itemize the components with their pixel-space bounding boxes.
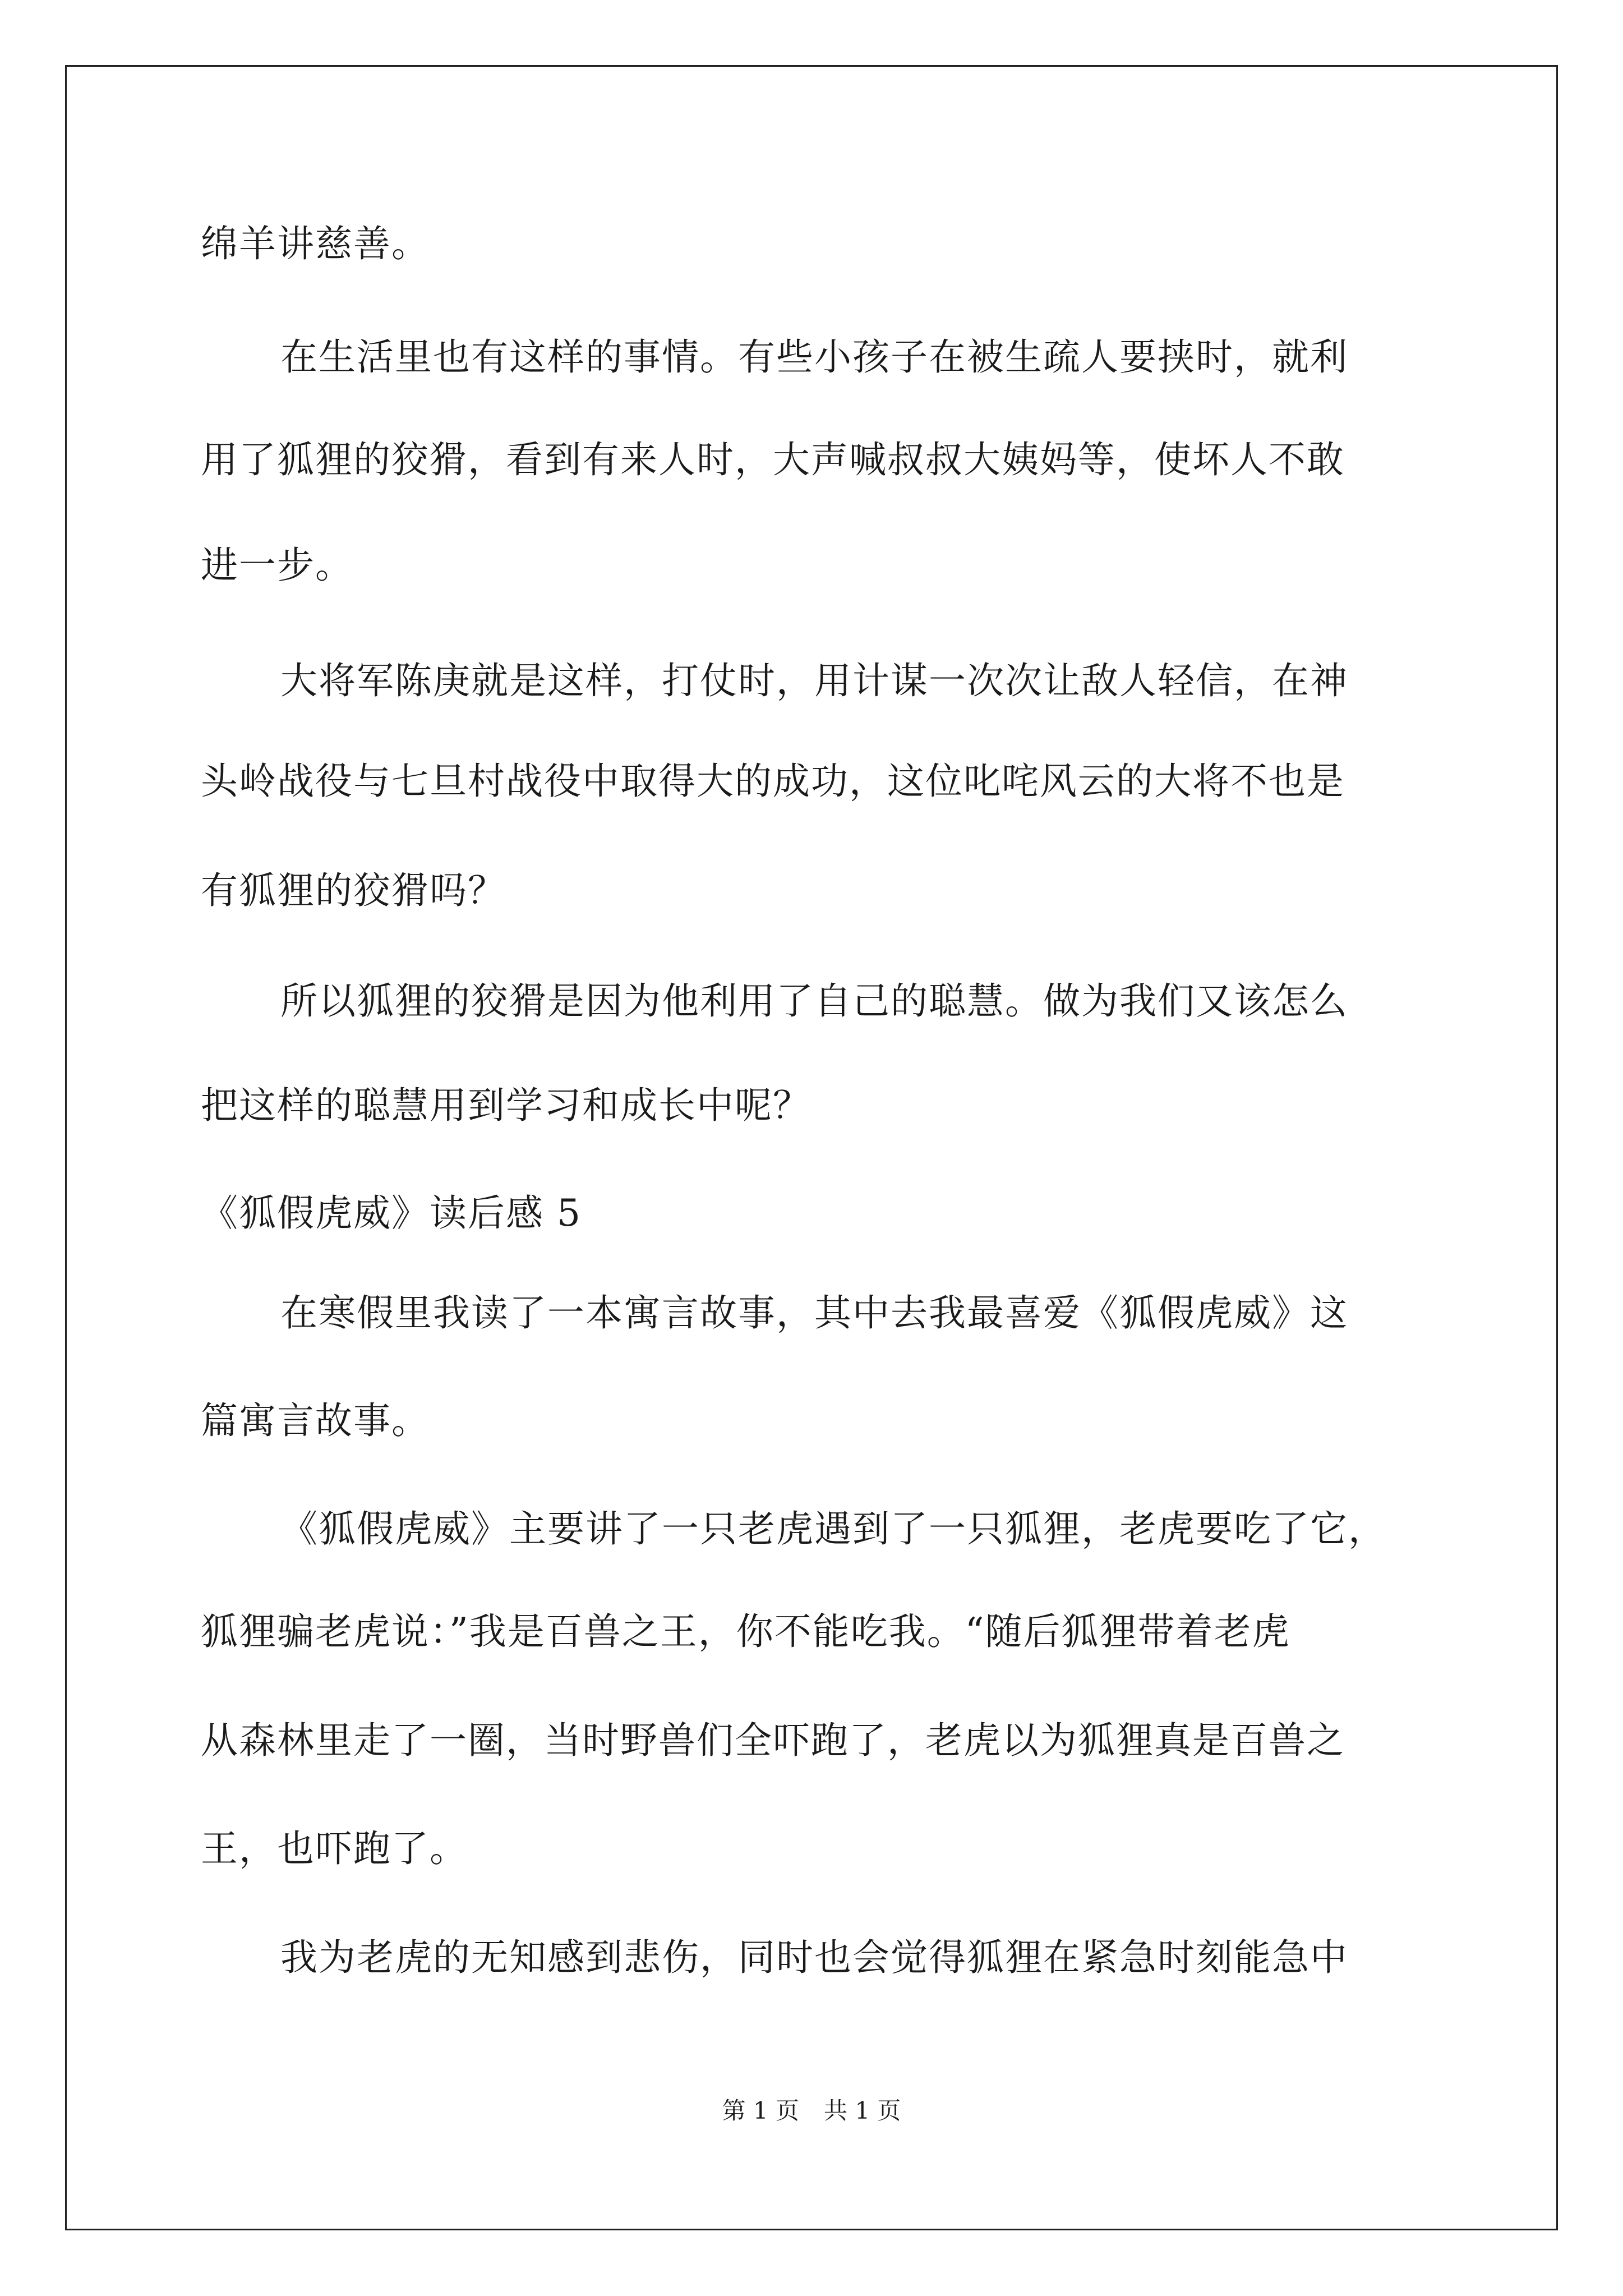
section-heading: 《狐假虎威》读后感 5 [201, 1191, 582, 1235]
text-line: 篇寓言故事。 [201, 1399, 430, 1442]
text-line: 把这样的聪慧用到学习和成长中呢？ [201, 1084, 811, 1127]
text-line: 所以狐狸的狡猾是因为他利用了自己的聪慧。做为我们又该怎么 [280, 979, 1348, 1023]
text-line: 在寒假里我读了一本寓言故事，其中去我最喜爱《狐假虎威》这 [280, 1291, 1348, 1335]
text-line: 头岭战役与七旦村战役中取得大的成功，这位叱咤风云的大将不也是 [201, 760, 1345, 803]
text-line: 大将军陈庚就是这样，打仗时，用计谋一次次让敌人轻信，在神 [280, 659, 1348, 702]
text-line: 《狐假虎威》主要讲了一只老虎遇到了一只狐狸，老虎要吃了它， [280, 1507, 1386, 1550]
text-line: 在生活里也有这样的事情。有些小孩子在被生疏人要挟时，就利 [280, 335, 1348, 379]
page-footer [0, 2094, 1623, 2128]
text-line: 进一步。 [201, 544, 353, 587]
page-number: 第 1 页 [722, 2097, 799, 2124]
page-frame [65, 65, 1558, 2230]
text-line: 绵羊讲慈善。 [201, 222, 430, 265]
text-line: 从森林里走了一圈，当时野兽们全吓跑了，老虎以为狐狸真是百兽之 [201, 1719, 1345, 1762]
page-total: 共 1 页 [824, 2097, 901, 2124]
text-line: 用了狐狸的狡猾，看到有来人时，大声喊叔叔大姨妈等，使坏人不敢 [201, 438, 1345, 481]
text-line: 狐狸骗老虎说：”我是百兽之王，你不能吃我。“随后狐狸带着老虎 [201, 1610, 1290, 1653]
text-line: 有狐狸的狡猾吗？ [201, 869, 506, 912]
text-line: 王，也吓跑了。 [201, 1827, 468, 1870]
text-line: 我为老虎的无知感到悲伤，同时也会觉得狐狸在紧急时刻能急中 [280, 1936, 1348, 1979]
